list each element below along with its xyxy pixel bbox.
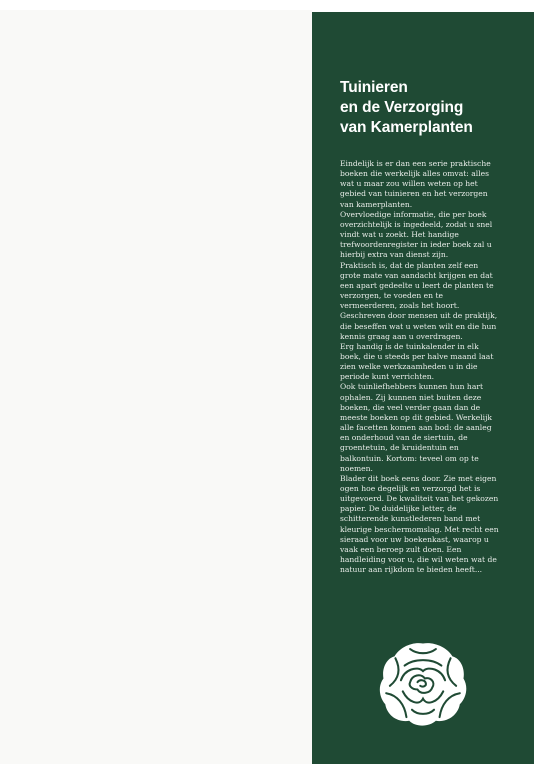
- blurb-line: verzorgen, te voeden en te: [340, 291, 444, 301]
- blurb-line: ogen hoe degelijk en verzorgd het is: [340, 484, 481, 493]
- blurb-line: ophalen. Zij kunnen niet buiten deze: [340, 392, 482, 402]
- blurb-line: vermeerderen, zoals het hoort.: [340, 301, 460, 311]
- blurb-line: overzichtelijk is ingedeeld, zodat u snel: [340, 219, 493, 229]
- blurb-line: wat u maar zou willen weten op het: [340, 179, 478, 189]
- blurb-line: boeken die werkelijk alles omvat: alles: [340, 169, 490, 179]
- blurb-line: zien welke werkzaamheden u in die: [340, 362, 478, 372]
- right-margin: [534, 12, 542, 764]
- blurb-line: kennis graag aan u overdragen.: [340, 331, 463, 341]
- blurb-line: Blader dit boek eens door. Zie met eigen: [340, 473, 497, 483]
- blurb-line: een apart gedeelte u leert de planten te: [340, 280, 494, 290]
- blurb-line: periode kunt verrichten.: [340, 372, 435, 382]
- blurb-line: hierbij extra van dienst zijn.: [340, 250, 449, 260]
- blurb-line: Erg handig is de tuinkalender in elk: [340, 341, 479, 351]
- blurb-line: kleurige beschermomslag. Met recht een: [340, 524, 499, 534]
- blurb-line: Geschreven door mensen uit de praktijk,: [340, 311, 498, 321]
- blurb-line: Ook tuinliefhebbers kunnen hun hart: [340, 382, 484, 392]
- blurb-line: gebied van tuinieren en het verzorgen: [340, 189, 488, 199]
- blurb-line: schitterende kunstlederen band met: [340, 514, 481, 524]
- blurb-line: trefwoordenregister in ieder boek zal u: [340, 240, 492, 250]
- blank-page: [0, 10, 312, 764]
- blurb-line: handleiding voor u, die wil weten wat de: [340, 555, 497, 565]
- title-line: en de Verzorging: [340, 99, 464, 116]
- blurb-line: papier. De duidelijke letter, de: [340, 504, 457, 514]
- blurb-line: sieraad voor uw boekenkast, waarop u: [340, 534, 489, 544]
- blurb-line: natuur aan rijkdom te bieden heeft...: [340, 565, 483, 575]
- blurb-line: meeste boeken op dit gebied. Werkelijk: [340, 412, 493, 422]
- blurb-line: vaak een beroep zult doen. Een: [340, 544, 462, 554]
- top-margin: [0, 0, 542, 10]
- blurb-line: balkontuin. Kortom: teveel om op te: [340, 453, 479, 463]
- blurb-line: boeken, die veel verder gaan dan de: [340, 402, 481, 412]
- book-title: [340, 78, 520, 138]
- blurb-line: grote mate van aandacht krijgen en dat: [340, 270, 493, 280]
- blurb-line: boek, die u steeds per halve maand laat: [340, 351, 494, 361]
- blurb-line: Eindelijk is er dan een serie praktische: [340, 159, 491, 168]
- rose-icon: [377, 638, 469, 730]
- blurb-line: vindt wat u zoekt. Het handige: [340, 230, 459, 240]
- blurb-line: noemen.: [340, 463, 373, 473]
- title-line: van Kamerplanten: [340, 119, 473, 136]
- blurb-line: uitgevoerd. De kwaliteit van het gekozen: [340, 494, 499, 504]
- blurb-line: die beseffen wat u weten wilt en die hun: [340, 321, 497, 331]
- cover-panel: [312, 12, 534, 764]
- blurb-line: alle facetten komen aan bod: de aanleg: [340, 423, 492, 433]
- title-line: Tuinieren: [340, 79, 408, 96]
- blurb-line: van kamerplanten.: [340, 199, 413, 209]
- blurb-line: Praktisch is, dat de planten zelf een: [340, 260, 479, 270]
- blurb-text: [340, 159, 520, 575]
- blurb-line: groentetuin, de kruidentuin en: [340, 443, 459, 453]
- blurb-line: Overvloedige informatie, die per boek: [340, 209, 487, 219]
- blurb-line: en onderhoud van de siertuin, de: [340, 433, 468, 443]
